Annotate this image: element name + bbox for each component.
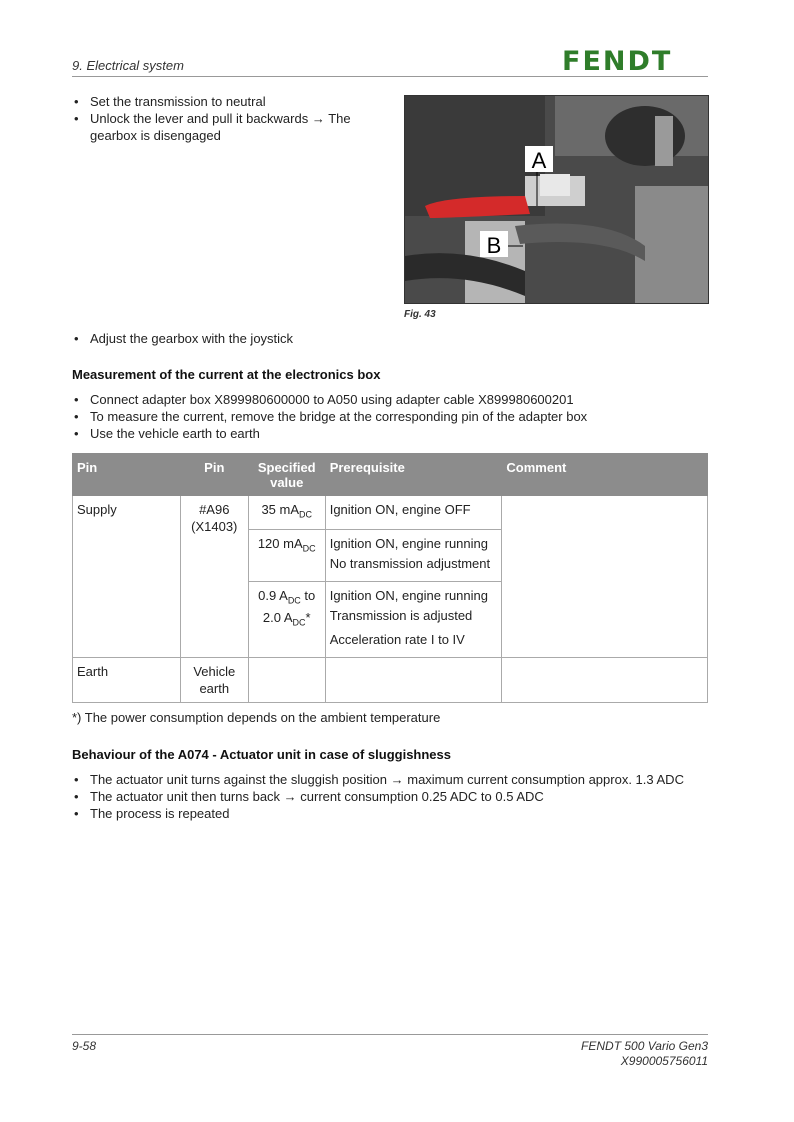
pin-id: earth: [199, 680, 230, 696]
list-item: • Use the vehicle earth to earth: [72, 425, 708, 442]
value-unit-sub: DC: [287, 595, 301, 606]
value-unit-sub: DC: [292, 617, 306, 628]
value-number: 120 mA: [257, 535, 303, 551]
table-cell: [248, 496, 325, 530]
document-number: X990005756011: [620, 1054, 708, 1068]
column-header: Prerequisite: [325, 454, 502, 496]
table-row: [73, 657, 708, 702]
value-to: to: [300, 587, 316, 603]
table-cell: [325, 529, 502, 581]
table-cell: Earth: [73, 657, 181, 702]
value-unit-sub: DC: [299, 509, 313, 520]
footnote-marker: *: [305, 610, 311, 626]
figure-label-b: B: [486, 233, 502, 258]
behaviour-heading: Behaviour of the A074 - Actuator unit in case of sluggishness: [72, 747, 451, 762]
table-cell: [325, 657, 502, 702]
gearbox-lever-photo: [404, 95, 709, 304]
logo-text: FENDT: [562, 46, 673, 74]
adjust-bullet-list: [72, 330, 672, 347]
prerequisite-line: Transmission is adjusted: [329, 607, 473, 623]
value-number: 0.9 A: [258, 587, 288, 603]
prerequisite-line: Ignition ON, engine running: [329, 535, 488, 551]
header-divider: [72, 76, 708, 77]
list-item: • The actuator unit turns against the sluggish position → maximum current consumption approx. 1.3 ADC: [72, 771, 712, 788]
table-cell: [502, 496, 708, 658]
column-header: Comment: [502, 454, 708, 496]
column-header: Specified value: [248, 454, 325, 496]
behaviour-bullet-list: [72, 771, 712, 822]
list-item: • To measure the current, remove the bridge at the corresponding pin of the adapter box: [72, 408, 708, 425]
prerequisite-line: Acceleration rate I to IV: [329, 631, 465, 647]
table-header-row: [73, 454, 708, 496]
column-header: Pin: [180, 454, 248, 496]
photo-illustration: [405, 96, 708, 303]
page-number: 9-58: [72, 1039, 97, 1053]
list-item: • Connect adapter box X899980600000 to A050 using adapter cable X899980600201: [72, 391, 708, 408]
current-measurement-table: [72, 453, 708, 703]
connector-id: (X1403): [191, 519, 238, 534]
list-item: • The actuator unit then turns back → current consumption 0.25 ADC to 0.5 ADC: [72, 788, 712, 805]
value-number: 35 mA: [261, 502, 300, 517]
intro-bullet-list: [72, 93, 372, 144]
table-cell: [248, 657, 325, 702]
measurement-bullet-list: [72, 391, 708, 442]
table-cell: [502, 657, 708, 702]
value-number: 2.0 A: [262, 610, 293, 626]
table-row: [73, 496, 708, 530]
table-cell: [248, 581, 325, 657]
prerequisite-line: No transmission adjustment: [329, 555, 491, 571]
table-cell: [180, 657, 248, 702]
product-name: FENDT 500 Vario Gen3: [581, 1039, 708, 1053]
prerequisite-line: Ignition ON, engine running: [329, 587, 488, 603]
fendt-logo: [562, 44, 708, 74]
figure-caption: Fig. 43: [404, 309, 436, 320]
value-unit-sub: DC: [302, 543, 316, 554]
table-cell: [248, 529, 325, 581]
table-cell: Supply: [73, 496, 181, 658]
list-item: • Adjust the gearbox with the joystick: [72, 330, 672, 347]
footer-product-info: [581, 1039, 708, 1069]
section-title: 9. Electrical system: [72, 58, 184, 73]
table-cell: Ignition ON, engine OFF: [325, 496, 502, 530]
list-item: • Unlock the lever and pull it backwards → The gearbox is disengaged: [72, 110, 372, 144]
table-footnote: *) The power consumption depends on the ambient temperature: [72, 710, 441, 725]
table-cell: [180, 496, 248, 658]
list-item: • The process is repeated: [72, 805, 712, 822]
list-item: • Set the transmission to neutral: [72, 93, 372, 110]
pin-id: Vehicle: [193, 663, 236, 679]
measurement-heading: Measurement of the current at the electronics box: [72, 367, 381, 382]
table-cell: [325, 581, 502, 657]
column-header: Pin: [73, 454, 181, 496]
pin-id: #A96: [199, 502, 230, 517]
figure-label-a: A: [531, 148, 547, 173]
footer-divider: [72, 1034, 708, 1035]
